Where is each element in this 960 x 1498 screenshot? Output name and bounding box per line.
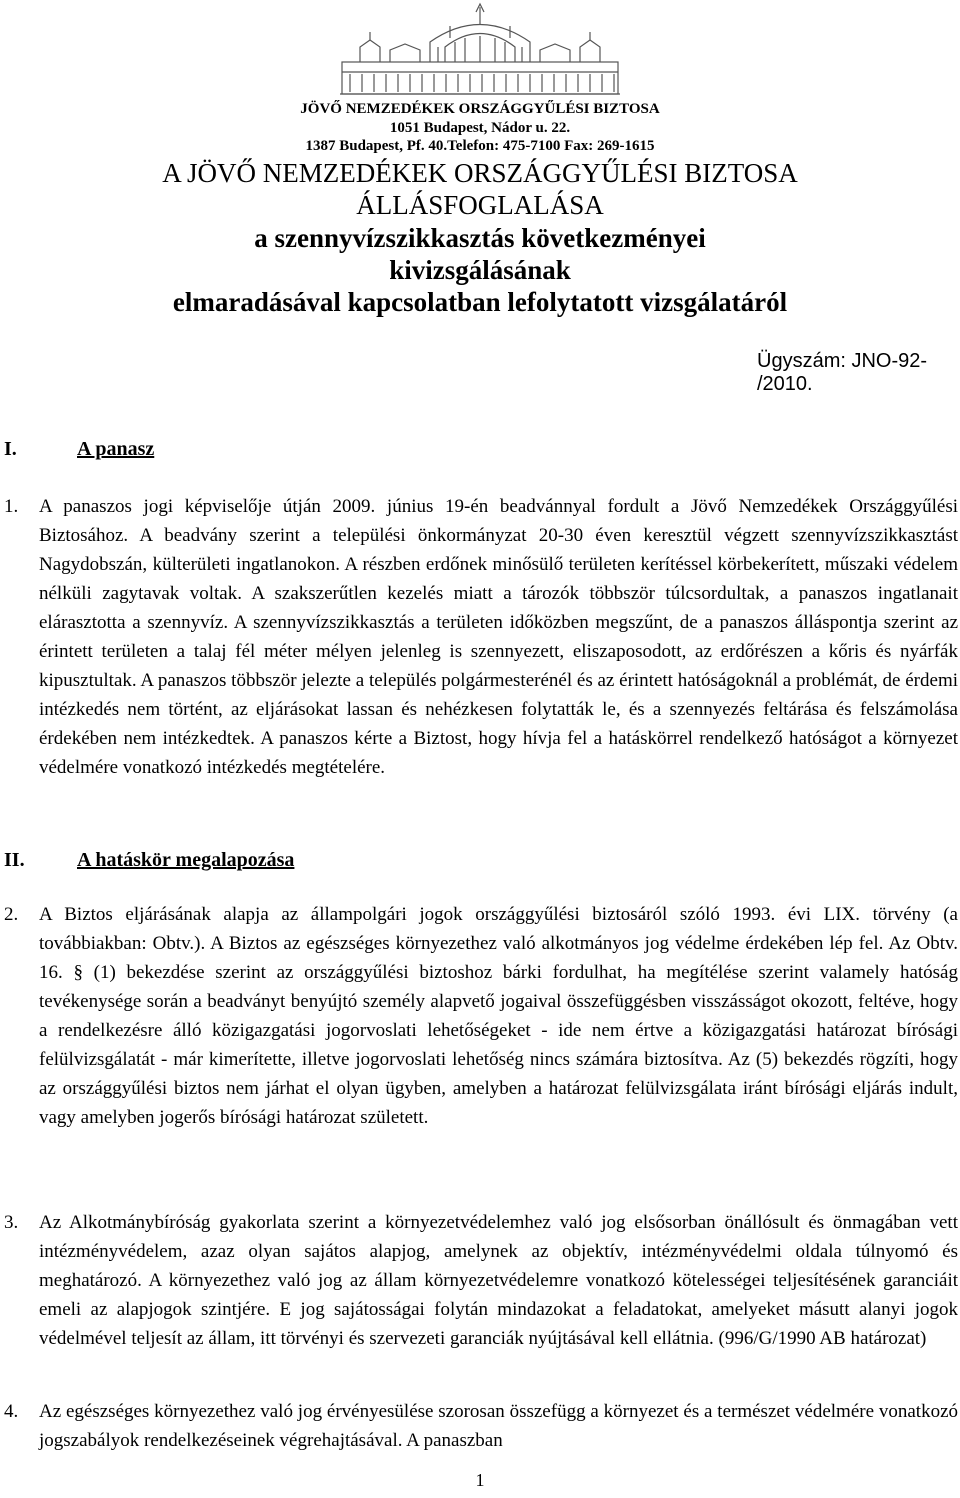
header-org: JÖVŐ NEMZEDÉKEK ORSZÁGGYŰLÉSI BIZTOSA <box>300 101 660 117</box>
paragraph-1: A panaszos jogi képviselője útján 2009. június 19-én beadvánnyal fordult a Jövő Nemzedékek Országgyűlési Biztosához. A beadvány szerint a települési önkormányzat 20-30 éven keresztül végzett szennyvízszikkasztást Nagydobszán, külterületi ingatlanokon. A részben erdőnek minősülő területen kerítéssel körbekerített, műszaki védelem nélküli zagytavak voltak. A szakszerűtlen kezelés miatt a tározók többször túlcsordultak, a panaszos ingatlanait elárasztotta a szennyvíz. A szennyvízszikkasztás a területen időközben megszűnt, de a panaszos álláspontja szerint az érintett területen a talaj fél méter mélyen jelenleg is szennyezett, eliszaposodott, az erdőrészen a kőris és nyárfák kipusztultak. A panaszos többször jelezte a település polgármesterénél és az érintett hatóságoknál a problémát, de érdemi intézkedés nem történt, az eljárásokat lassan és nehézkesen folytatták le, és a szennyezés feltárása és felszámolása érdekében nem intézkedtek. A panaszos kérte a Biztost, hogy hívja fel a hatáskörrel rendelkező hatóságot a környezet védelmére vonatkozó intézkedés megtételére. <box>39 496 958 778</box>
title-line-3: a szennyvízszikkasztás következményei <box>254 223 706 253</box>
case-number-label: Ügyszám: JNO-92- <box>757 350 928 372</box>
paragraph-number: 3. <box>4 1212 19 1233</box>
section-1-heading <box>4 437 604 463</box>
parliament-logo <box>330 2 630 98</box>
section-number: II. <box>4 849 25 871</box>
paragraph-number: 4. <box>4 1401 19 1422</box>
case-number <box>757 350 960 396</box>
title-line-4: kivizsgálásának <box>389 255 571 285</box>
page-number: 1 <box>475 1470 485 1490</box>
title-line-1: A JÖVŐ NEMZEDÉKEK ORSZÁGGYŰLÉSI BIZTOSA <box>162 158 798 188</box>
paragraph-number: 1. <box>4 496 19 517</box>
paragraph-number: 2. <box>4 904 19 925</box>
title-line-2: ÁLLÁSFOGLALÁSA <box>356 190 604 220</box>
section-2-heading <box>4 848 604 874</box>
title-line-5: elmaradásával kapcsolatban lefolytatott vizsgálatáról <box>172 287 788 317</box>
paragraph-2: A Biztos eljárásának alapja az állampolgári jogok országgyűlési biztosáról szóló 1993. évi LIX. törvény (a továbbiakban: Obtv.). A Biztos az egészséges környezethez való alkotmányos jog védelme érdekében lép fel. Az Obtv. 16. § (1) bekezdése szerint az országgyűlési biztoshoz bárki fordulhat, ha megítélése szerint valamely hatóság tevékenysége során a beadványt benyújtó személy alapvető jogaival összefüggésben visszásságot okozott, feltéve, hogy a rendelkezésre álló közigazgatási jogorvoslati lehetőségeket - ide nem értve a közigazgatási határozat bírósági felülvizsgálatát - már kimerítette, illetve jogorvoslati lehetőség nincs számára biztosítva. Az (5) bekezdés rögzíti, hogy az országgyűlési biztos nem járhat el olyan ügyben, amelyben a határozat felülvizsgálata iránt bírósági eljárás indult, vagy amelyben jogerős bírósági határozat született. <box>39 904 958 1128</box>
case-number-year: /2010. <box>757 373 813 395</box>
header-address: 1051 Budapest, Nádor u. 22. <box>389 120 571 136</box>
section-title: A panasz <box>77 438 155 460</box>
header-contact: 1387 Budapest, Pf. 40.Telefon: 475-7100 Fax: 269-1615 <box>305 138 655 154</box>
section-title: A hatáskör megalapozása <box>77 849 295 871</box>
section-number: I. <box>4 438 17 460</box>
paragraph-3: Az Alkotmánybíróság gyakorlata szerint a környezetvédelemhez való jog elsősorban önállósult és önmagában vett intézményvédelem, azaz olyan sajátos alapjog, amelynek az objektív, intézményvédelmi oldala túlnyomó és meghatározó. A környezethez való jog az állam környezetvédelemre vonatkozó kötelességei teljesítésének garanciáit emeli az alapjogok szintjére. E jog sajátosságai folytán mindazokat a feladatokat, amelyeket másutt alanyi jogok védelmével teljesít az állam, itt törvényi és szervezeti garanciák nyújtásával kell ellátnia. (996/G/1990 AB határozat) <box>39 1212 958 1349</box>
paragraph-4: Az egészséges környezethez való jog érvényesülése szorosan összefügg a környezet és a természet védelmére vonatkozó jogszabályok rendelkezéseinek végrehajtásával. A panaszban <box>39 1401 958 1451</box>
